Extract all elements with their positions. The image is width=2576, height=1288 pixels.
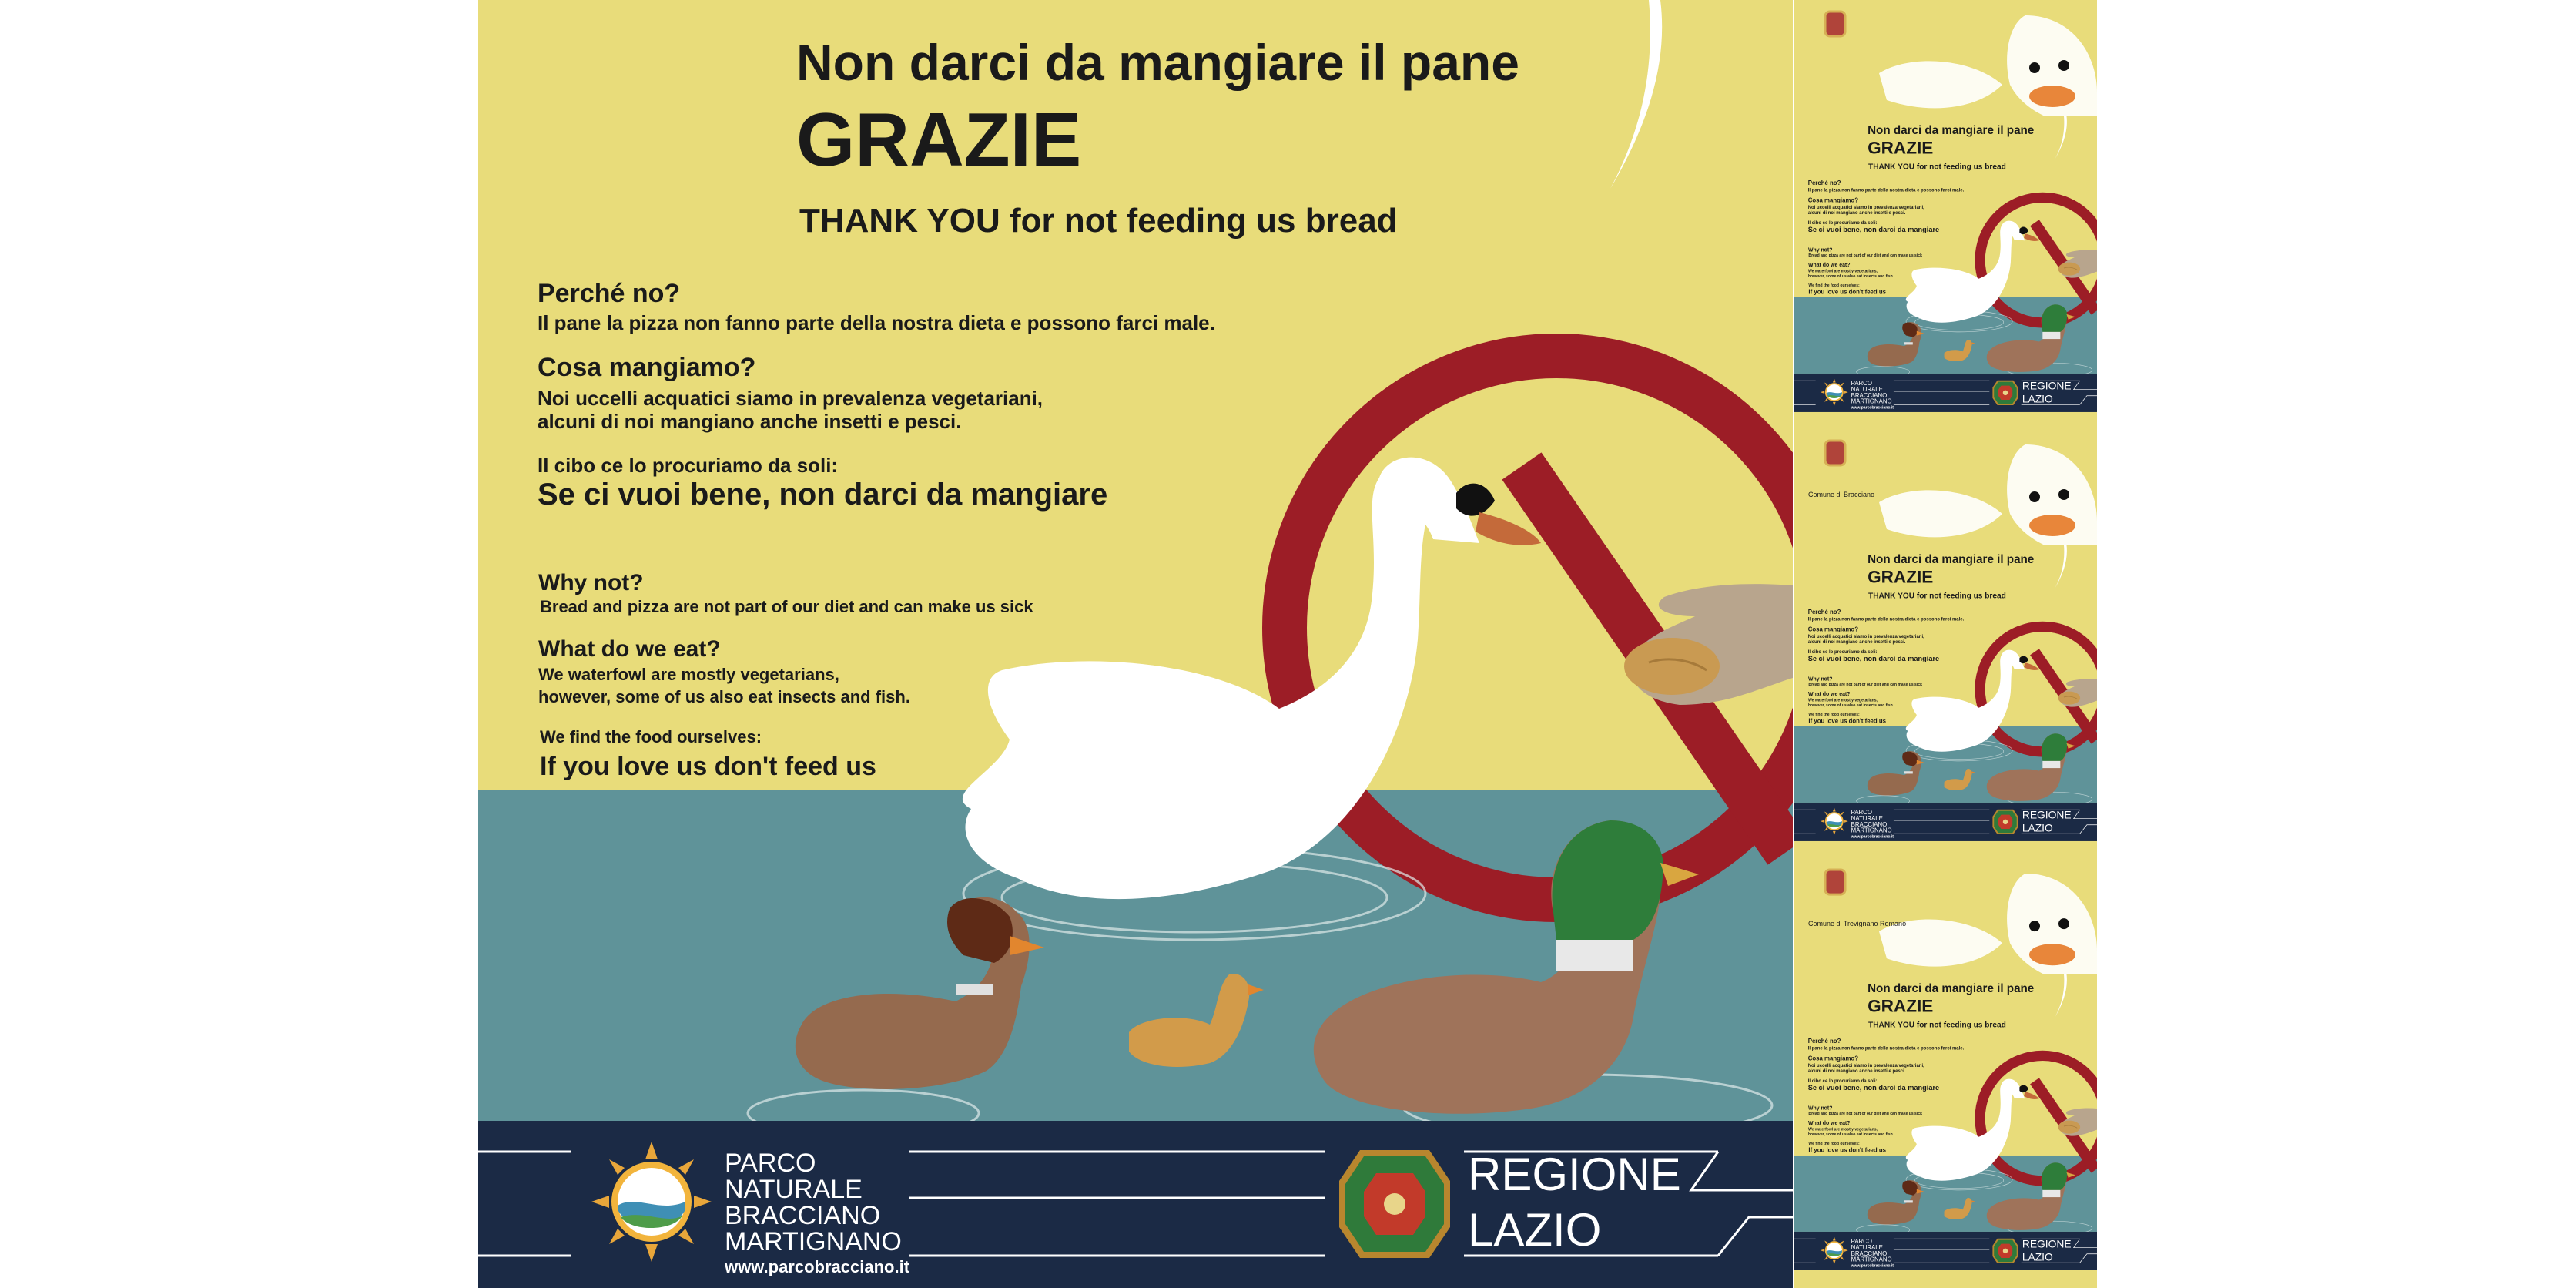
food-slogan-italian: Se ci vuoi bene, non darci da mangiare: [1807, 1083, 1940, 1092]
park-logo: [1821, 807, 1848, 835]
park-logo: [1821, 1236, 1848, 1264]
park-name-line1: PARCO: [1851, 1238, 1872, 1246]
park-url: www.parcobracciano.it: [1851, 404, 1894, 410]
poster-variant-1: [1794, 0, 2097, 429]
poster-variant-3: [1794, 858, 2097, 1288]
eat-line2-english: however, some of us also eat insects and fish.: [538, 687, 910, 706]
eat-line1-italian: Noi uccelli acquatici siamo in prevalenza vegetariani,: [1807, 204, 1924, 210]
region-name-line2: LAZIO: [2022, 392, 2053, 405]
eat-heading-italian: Cosa mangiamo?: [1807, 196, 1858, 204]
park-name-line4: MARTIGNANO: [725, 1227, 902, 1256]
food-intro-english: We find the food ourselves:: [540, 727, 762, 746]
eat-line2-english: however, some of us also eat insects and fish.: [1807, 273, 1894, 279]
title-grazie: GRAZIE: [796, 97, 1082, 182]
eat-heading-english: What do we eat?: [1807, 691, 1851, 697]
food-slogan-english: If you love us don't feed us: [540, 752, 876, 781]
park-name-line4: MARTIGNANO: [1851, 827, 1892, 834]
food-intro-english: We find the food ourselves:: [1808, 1141, 1860, 1146]
why-text-italian: Il pane la pizza non fanno parte della nostra dieta e possono farci male.: [1807, 187, 1965, 193]
eat-line1-italian: Noi uccelli acquatici siamo in prevalenza vegetariani,: [1807, 1062, 1924, 1068]
region-name-line2: LAZIO: [2022, 1250, 2053, 1263]
eat-line1-italian: Noi uccelli acquatici siamo in prevalenza vegetariani,: [1807, 633, 1924, 639]
why-heading-italian: Perché no?: [1807, 179, 1841, 187]
why-text-italian: Il pane la pizza non fanno parte della nostra dieta e possono farci male.: [538, 311, 1215, 334]
variant-municipality-label: Comune di Trevignano Romano: [1808, 920, 1907, 927]
feather-streak: [1610, 0, 1662, 189]
eat-line2-italian: alcuni di noi mangiano anche insetti e pesci.: [1807, 1068, 1906, 1074]
why-text-italian: Il pane la pizza non fanno parte della nostra dieta e possono farci male.: [1807, 1045, 1965, 1051]
food-intro-italian: Il cibo ce lo procuriamo da soli:: [538, 454, 839, 477]
park-url: www.parcobracciano.it: [1851, 1263, 1894, 1268]
title-english: THANK YOU for not feeding us bread: [799, 202, 1398, 240]
title-italian: Non darci da mangiare il pane: [796, 34, 1519, 91]
footer-band: [1794, 803, 2097, 841]
title-italian: Non darci da mangiare il pane: [1868, 552, 2035, 566]
food-intro-italian: Il cibo ce lo procuriamo da soli:: [1807, 220, 1878, 226]
food-intro-english: We find the food ourselves:: [1808, 283, 1860, 288]
park-url: www.parcobracciano.it: [725, 1257, 910, 1276]
title-italian: Non darci da mangiare il pane: [1868, 123, 2035, 137]
eat-heading-italian: Cosa mangiamo?: [1807, 1055, 1858, 1062]
park-name-line3: BRACCIANO: [725, 1201, 881, 1230]
food-slogan-english: If you love us don't feed us: [1808, 717, 1887, 725]
food-slogan-italian: Se ci vuoi bene, non darci da mangiare: [1807, 654, 1940, 662]
why-heading-english: Why not?: [1807, 1105, 1833, 1111]
why-heading-italian: Perché no?: [1807, 609, 1841, 616]
why-heading-italian: Perché no?: [1807, 1038, 1841, 1045]
footer-band: [1794, 1232, 2097, 1270]
park-name-line2: NATURALE: [725, 1175, 863, 1204]
park-name-line2: NATURALE: [1851, 1244, 1883, 1251]
lazio-crest: [1992, 810, 2018, 834]
food-slogan-english: If you love us don't feed us: [1808, 1146, 1887, 1154]
hand-with-bread: [1624, 584, 1793, 705]
why-text-english: Bread and pizza are not part of our diet and can make us sick: [540, 597, 1033, 616]
eat-line1-english: We waterfowl are mostly vegetarians,: [1807, 697, 1878, 703]
eat-line1-english: We waterfowl are mostly vegetarians,: [538, 665, 839, 684]
lazio-crest: [1339, 1150, 1450, 1258]
food-slogan-english: If you love us don't feed us: [1808, 288, 1887, 296]
park-name-line1: PARCO: [1851, 809, 1872, 817]
footer-band: [1794, 374, 2097, 412]
park-name-line3: BRACCIANO: [1851, 391, 1888, 399]
food-intro-italian: Il cibo ce lo procuriamo da soli:: [1807, 1078, 1878, 1084]
eat-line2-italian: alcuni di noi mangiano anche insetti e pesci.: [538, 410, 962, 433]
food-intro-english: We find the food ourselves:: [1808, 712, 1860, 717]
park-name-line4: MARTIGNANO: [1851, 1256, 1892, 1263]
eat-line1-english: We waterfowl are mostly vegetarians,: [1807, 268, 1878, 273]
region-name-line1: REGIONE: [2022, 380, 2072, 392]
park-name-line1: PARCO: [1851, 380, 1872, 387]
food-intro-italian: Il cibo ce lo procuriamo da soli:: [1807, 649, 1878, 655]
main-poster: [478, 0, 1793, 1288]
region-name-line1: REGIONE: [2022, 809, 2072, 821]
food-slogan-italian: Se ci vuoi bene, non darci da mangiare: [538, 478, 1108, 512]
hand-with-bread: [2058, 250, 2097, 278]
lazio-crest: [1992, 1239, 2018, 1263]
park-logo: [591, 1142, 712, 1262]
hand-with-bread: [2058, 1109, 2097, 1136]
why-heading-italian: Perché no?: [538, 279, 681, 308]
park-name-line3: BRACCIANO: [1851, 1249, 1888, 1257]
lazio-crest: [1992, 381, 2018, 405]
why-text-english: Bread and pizza are not part of our diet and can make us sick: [1808, 682, 1922, 687]
title-grazie: GRAZIE: [1868, 138, 1934, 158]
eat-line2-italian: alcuni di noi mangiano anche insetti e pesci.: [1807, 210, 1906, 216]
why-text-italian: Il pane la pizza non fanno parte della nostra dieta e possono farci male.: [1807, 616, 1965, 622]
title-english: THANK YOU for not feeding us bread: [1868, 591, 2006, 600]
hand-with-bread: [2058, 679, 2097, 707]
park-url: www.parcobracciano.it: [1851, 834, 1894, 839]
title-italian: Non darci da mangiare il pane: [1868, 981, 2035, 995]
eat-heading-italian: Cosa mangiamo?: [1807, 626, 1858, 633]
why-heading-english: Why not?: [538, 570, 644, 595]
region-name-line2: LAZIO: [1468, 1204, 1602, 1256]
region-name-line1: REGIONE: [2022, 1238, 2072, 1250]
eat-heading-english: What do we eat?: [1807, 1120, 1851, 1126]
title-grazie: GRAZIE: [1868, 567, 1934, 587]
park-name-line3: BRACCIANO: [1851, 820, 1888, 828]
park-logo: [1821, 378, 1848, 406]
food-slogan-italian: Se ci vuoi bene, non darci da mangiare: [1807, 225, 1940, 233]
eat-line1-italian: Noi uccelli acquatici siamo in prevalenza vegetariani,: [538, 387, 1043, 410]
region-name-line2: LAZIO: [2022, 821, 2053, 834]
title-grazie: GRAZIE: [1868, 996, 1934, 1016]
eat-heading-italian: Cosa mangiamo?: [538, 353, 756, 382]
feather-streak: [2055, 974, 2066, 1017]
why-heading-english: Why not?: [1807, 676, 1833, 682]
feather-streak: [2055, 545, 2066, 588]
region-name-line1: REGIONE: [1468, 1149, 1681, 1200]
eat-heading-english: What do we eat?: [1807, 262, 1851, 268]
variant-poster-scaled: [1794, 545, 2097, 841]
eat-line1-english: We waterfowl are mostly vegetarians,: [1807, 1126, 1878, 1132]
eat-line2-english: however, some of us also eat insects and fish.: [1807, 1132, 1894, 1137]
poster-variant-2: [1794, 429, 2097, 858]
park-name-line2: NATURALE: [1851, 386, 1883, 393]
title-english: THANK YOU for not feeding us bread: [1868, 162, 2006, 171]
park-name-line2: NATURALE: [1851, 815, 1883, 822]
title-english: THANK YOU for not feeding us bread: [1868, 1020, 2006, 1029]
footer-band: [478, 1121, 1793, 1288]
park-name-line1: PARCO: [725, 1149, 816, 1178]
why-text-english: Bread and pizza are not part of our diet and can make us sick: [1808, 253, 1922, 258]
eat-line2-english: however, some of us also eat insects and fish.: [1807, 703, 1894, 708]
why-heading-english: Why not?: [1807, 247, 1833, 253]
park-name-line4: MARTIGNANO: [1851, 397, 1892, 405]
why-text-english: Bread and pizza are not part of our diet and can make us sick: [1808, 1111, 1922, 1116]
variant-poster-scaled: [1794, 116, 2097, 412]
eat-line2-italian: alcuni di noi mangiano anche insetti e pesci.: [1807, 639, 1906, 645]
feather-streak: [2055, 116, 2066, 159]
variant-municipality-label: Comune di Bracciano: [1808, 491, 1875, 498]
variant-poster-scaled: [1794, 974, 2097, 1270]
eat-heading-english: What do we eat?: [538, 636, 721, 662]
